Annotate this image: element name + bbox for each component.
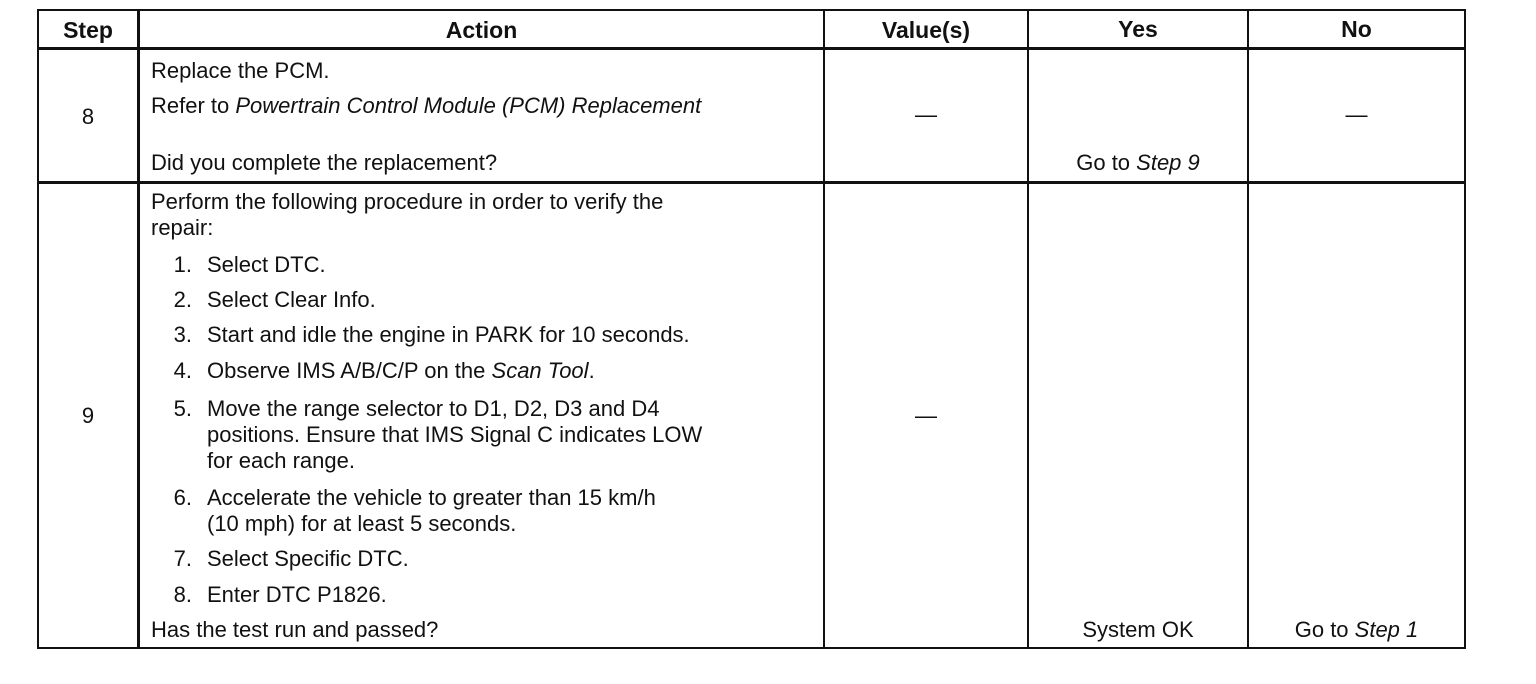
row-9-intro-line1: Perform the following procedure in order to verify the: [151, 189, 664, 214]
row-9-step: 9: [81, 403, 95, 428]
row-9-item-6-line2: (10 mph) for at least 5 seconds.: [207, 511, 517, 536]
row-9-item-4-number: 4.: [173, 358, 192, 383]
row-9-item-5-line1: Move the range selector to D1, D2, D3 and D4: [207, 396, 660, 421]
row-9-no: [1249, 617, 1464, 643]
row-9-item-4-suffix: .: [588, 358, 595, 383]
row-9-item-3-text: Start and idle the engine in PARK for 10 seconds.: [207, 322, 690, 347]
table-bottom-border: [37, 647, 1465, 649]
row-9-item-4-text: [207, 358, 595, 384]
row-9-value: —: [915, 403, 937, 428]
row-9-item-7-text: Select Specific DTC.: [207, 546, 409, 571]
row-9-item-5-number: 5.: [173, 396, 192, 421]
row-8-step: 8: [81, 104, 95, 129]
row-9-item-1-number: 1.: [173, 252, 192, 277]
row-8-yes-prefix: Go to: [1076, 150, 1137, 175]
header-bottom-border: [37, 47, 1465, 50]
row-8-yes: [1029, 150, 1247, 176]
table-right-border: [1464, 9, 1466, 649]
row-9-no-prefix: Go to: [1294, 617, 1355, 642]
row-8-question: Did you complete the replacement?: [151, 150, 498, 175]
header-values: Value(s): [881, 17, 971, 43]
header-yes: Yes: [1118, 16, 1158, 42]
row-8-yes-step-ref: Step 9: [1136, 150, 1200, 175]
row-9-item-6-number: 6.: [173, 485, 192, 510]
row-divider: [37, 181, 1465, 184]
row-9-intro-line2: repair:: [151, 215, 214, 240]
row-9-question: Has the test run and passed?: [151, 617, 439, 642]
row-8-refer-prefix: Refer to: [151, 93, 236, 118]
row-9-no-step-ref: Step 1: [1354, 617, 1419, 642]
row-9-item-7-number: 7.: [173, 546, 192, 571]
row-9-item-6-line1: Accelerate the vehicle to greater than 15 km/h: [207, 485, 656, 510]
row-9-item-8-number: 8.: [173, 582, 192, 607]
row-9-item-8-text: Enter DTC P1826.: [207, 582, 387, 607]
table-top-border: [37, 9, 1465, 11]
header-action: Action: [445, 17, 518, 43]
col-divider-values: [1027, 9, 1029, 649]
row-9-yes: System OK: [1082, 617, 1194, 642]
row-8-action-line1: Replace the PCM.: [151, 58, 330, 83]
row-9-item-2-number: 2.: [173, 287, 192, 312]
header-step: Step: [63, 17, 113, 43]
row-9-item-5-line2: positions. Ensure that IMS Signal C indicates LOW: [207, 422, 703, 447]
row-9-item-1-text: Select DTC.: [207, 252, 326, 277]
row-9-item-4-prefix: Observe IMS A/B/C/P on the: [207, 358, 492, 383]
row-9-item-5-line3: for each range.: [207, 448, 355, 473]
row-9-item-4-scan-tool: Scan Tool: [491, 358, 589, 383]
row-8-value: —: [915, 102, 937, 127]
row-8-refer-procedure: Powertrain Control Module (PCM) Replacement: [235, 93, 702, 118]
header-no: No: [1341, 16, 1372, 42]
row-8-action-line2: [151, 93, 701, 119]
row-9-item-3-number: 3.: [173, 322, 192, 347]
row-8-no: —: [1345, 102, 1368, 127]
row-9-item-2-text: Select Clear Info.: [207, 287, 376, 312]
col-divider-step: [137, 9, 140, 649]
